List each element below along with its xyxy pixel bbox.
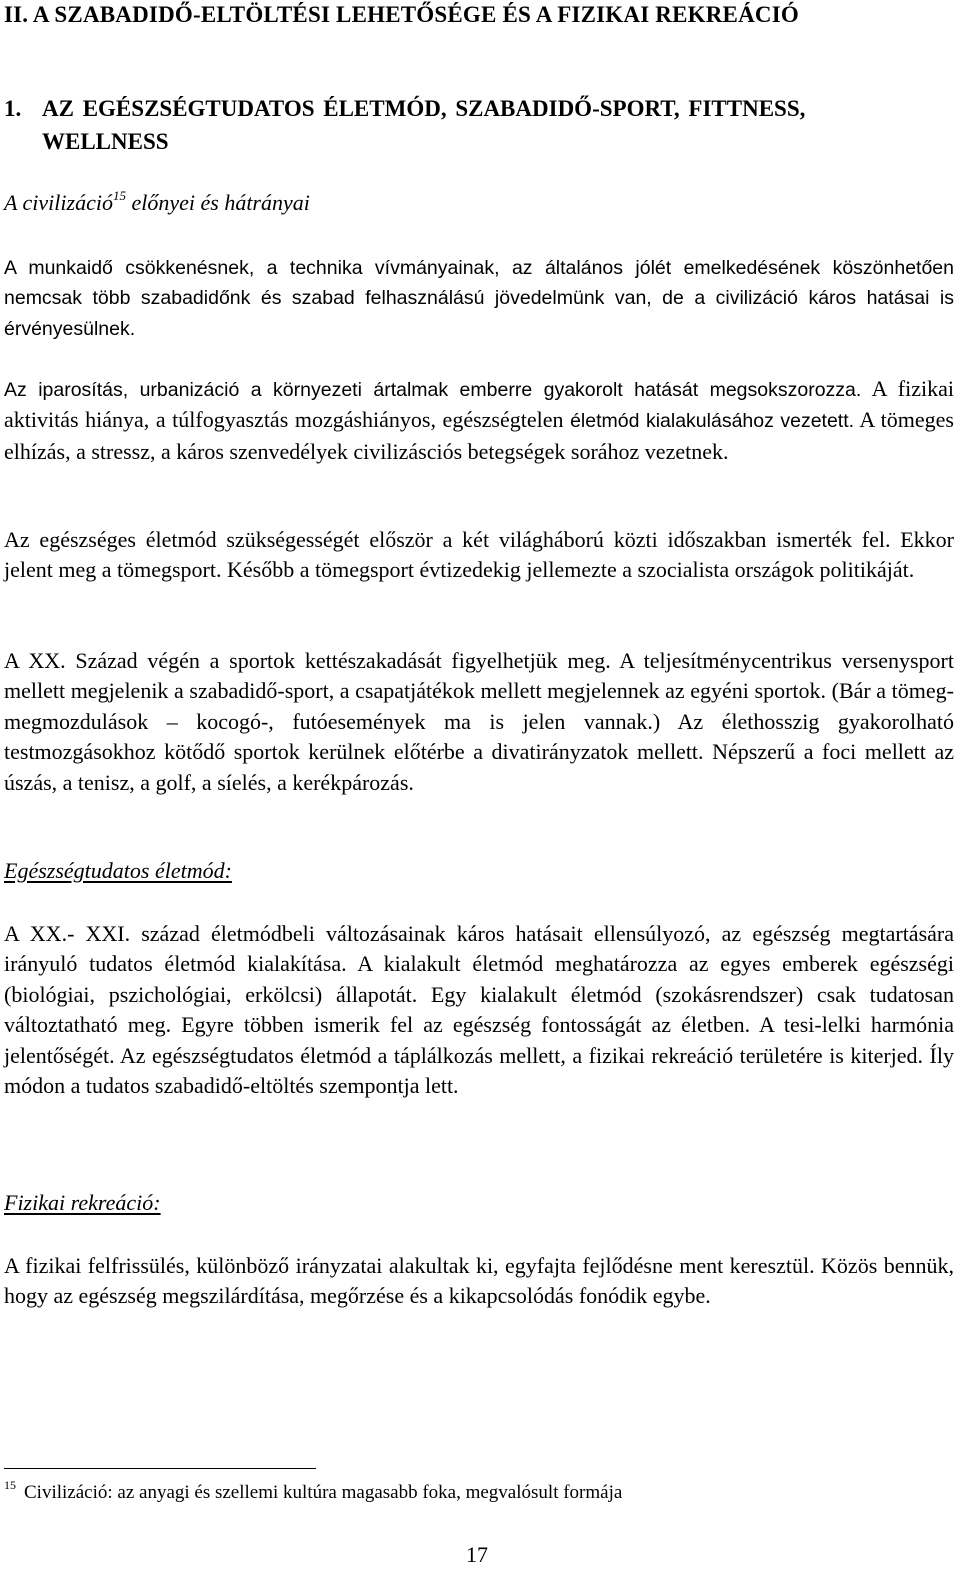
subheading-civilization: A civilizáció$^{15}$ előnyei és hátrányai — [4, 188, 310, 215]
section-title-line2: WELLNESS — [42, 129, 169, 154]
section-number: 1. — [4, 96, 22, 121]
paragraph-physical-recreation: A fizikai felfrissülés, különböző irányzatai alakultak ki, egyfajta fejlődésne ment keresztül. Közös bennük, hogy az egészség megszilárdítása, megőrzése és a kikapcsolódás fonódik egybe. — [4, 1253, 954, 1309]
footnote — [4, 1478, 623, 1504]
paragraph-civilization-effects: A munkaidő csökkenésnek, a technika vívmányainak, az általános jólét emelkedésének köszönhetően nemcsak több szabadidőnk és szabad felhasználású jövedelmünk van, de a civilizáció káros hatásai is érvényesülnek. — [4, 257, 954, 340]
footnote-separator — [4, 1468, 316, 1469]
page-number: 17 — [466, 1542, 488, 1567]
paragraph-industrialization: Az iparosítás, urbanizáció a környezeti ártalmak emberre gyakorolt hatását megsokszorozza. A fizikai aktivitás hiánya, a túlfogyasztás mozgáshiányos, egészségtelen életmód kialakulásához vezetett. A tömeges elhízás, a stressz, a káros szenvedélyek civilizásciós betegségek sorához vezetnek. — [4, 376, 955, 464]
subheading-physical-recreation: Fizikai rekreáció: — [4, 1190, 161, 1215]
paragraph-health-conscious-lifestyle: A XX.- XXI. század életmódbeli változásainak káros hatásait ellensúlyozó, az egészség megtartására irányuló tudatos életmód kialakítása. A kialakult életmód meghatározza az egyes emberek egészségi (biológiai, pszichológiai, erkölcsi) állapotát. Egy kialakult életmód (szokásrendszer) csak tudatosan változtatható meg. Egyre többen ismerik fel az egészség fontosságát az életben. A tesi-lelki harmónia jelentőségét. Az egészségtudatos életmód a táplálkozás mellett, a fizikai rekreáció területére is kiterjed. Íly módon a tudatos szabadidő-eltöltés szempontja lett. — [4, 921, 954, 1099]
paragraph-sports-split: A XX. Század végén a sportok kettészakadását figyelhetjük meg. A teljesítménycentrikus versenysport mellett megjelenik a szabadidő-sport, a csapatjátékok mellett megjelennek az egyéni sportok. (Bár a tömeg-megmozdulások – kocogó-, futóesemények ma is jelen vannak.) Az élethosszig gyakorolható testmozgásokhoz kötődő sportok kerülnek előtérbe a divatirányzatok mellett. Népszerű a foci mellett az úszás, a tenisz, a golf, a síelés, a kerékpározás. — [4, 648, 954, 795]
chapter-title: II. A SZABADIDŐ-ELTÖLTÉSI LEHETŐSÉGE ÉS A FIZIKAI REKREÁCIÓ — [4, 2, 799, 27]
section-title-line1: AZ EGÉSZSÉGTUDATOS ÉLETMÓD, SZABADIDŐ-SPORT, FITTNESS, — [42, 96, 806, 121]
subheading-health-conscious-lifestyle: Egészségtudatos életmód: — [4, 858, 232, 883]
section-title — [4, 92, 954, 158]
footnote-number: 15 — [4, 1478, 16, 1492]
footnote-reference: 15 — [112, 188, 126, 203]
footnote-text: Civilizáció: az anyagi és szellemi kultúra magasabb foka, megvalósult formája — [24, 1482, 623, 1503]
paragraph-healthy-lifestyle-history: Az egészséges életmód szükségességét először a két világháború közti időszakban ismerték fel. Ekkor jelent meg a tömegsport. Később a tömegsport évtizedekig jellemezte a szocialista országok politikáját. — [4, 527, 954, 583]
